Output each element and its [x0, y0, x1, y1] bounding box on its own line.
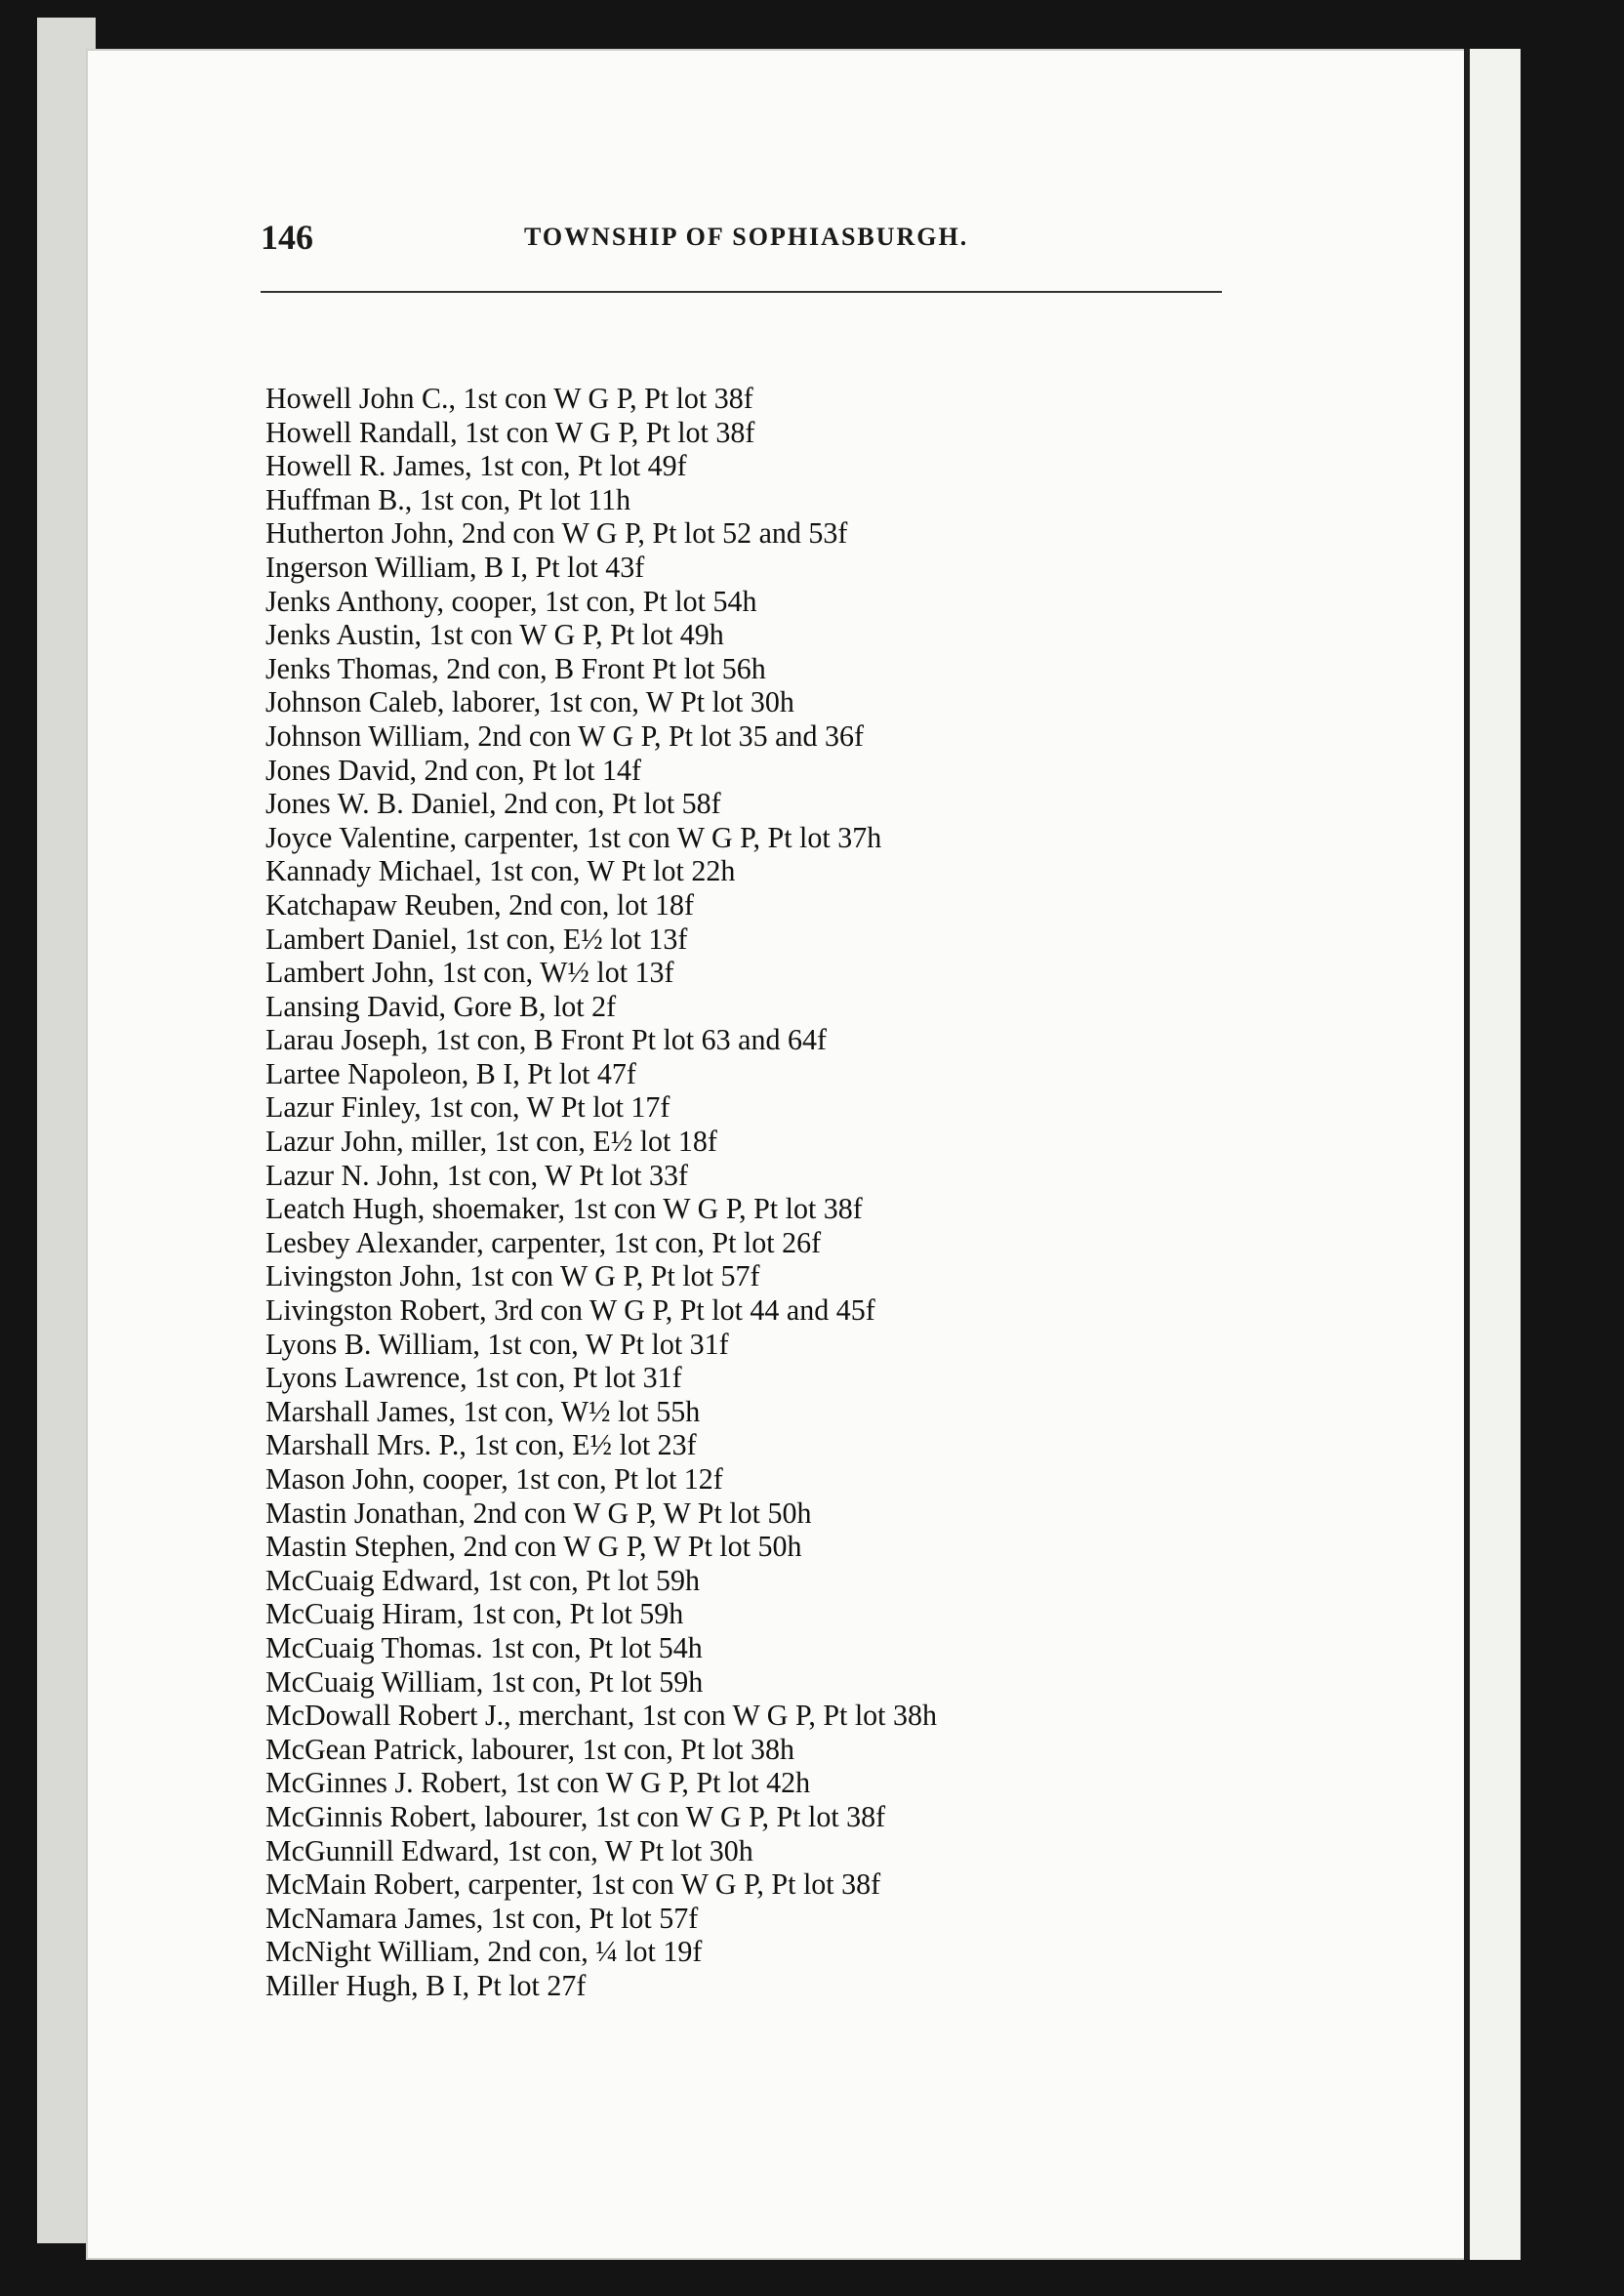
directory-entry: McGinnes J. Robert, 1st con W G P, Pt lot 42h: [265, 1766, 811, 1800]
directory-entry: Howell Randall, 1st con W G P, Pt lot 38f: [265, 416, 755, 449]
directory-entry: Larau Joseph, 1st con, B Front Pt lot 63 and 64f: [265, 1023, 827, 1057]
directory-entry: McCuaig Thomas. 1st con, Pt lot 54h: [265, 1631, 703, 1665]
directory-entry: McCuaig William, 1st con, Pt lot 59h: [265, 1665, 704, 1699]
directory-entry: Lyons B. William, 1st con, W Pt lot 31f: [265, 1328, 729, 1361]
directory-entry: Jenks Anthony, cooper, 1st con, Pt lot 54h: [265, 585, 757, 618]
directory-entry: Katchapaw Reuben, 2nd con, lot 18f: [265, 888, 695, 922]
directory-entry: McNamara James, 1st con, Pt lot 57f: [265, 1902, 699, 1936]
directory-entry: Jones David, 2nd con, Pt lot 14f: [265, 754, 641, 787]
running-title: TOWNSHIP OF SOPHIASBURGH.: [524, 223, 969, 251]
directory-entry: Marshall Mrs. P., 1st con, E½ lot 23f: [265, 1429, 697, 1462]
directory-entry: Jones W. B. Daniel, 2nd con, Pt lot 58f: [265, 787, 721, 821]
directory-entry: McGunnill Edward, 1st con, W Pt lot 30h: [265, 1834, 753, 1867]
directory-entry: McGinnis Robert, labourer, 1st con W G P, Pt lot 38f: [265, 1800, 886, 1834]
directory-entry: Lansing David, Gore B, lot 2f: [265, 990, 617, 1024]
directory-entry: Johnson Caleb, laborer, 1st con, W Pt lot 30h: [265, 685, 794, 719]
directory-entry: Howell R. James, 1st con, Pt lot 49f: [265, 449, 687, 483]
directory-entry: Jenks Austin, 1st con W G P, Pt lot 49h: [265, 618, 724, 652]
page-header: [261, 217, 1237, 299]
directory-entry: Hutherton John, 2nd con W G P, Pt lot 52 and 53f: [265, 517, 848, 551]
directory-entry: Ingerson William, B I, Pt lot 43f: [265, 551, 645, 585]
directory-entry: Lazur John, miller, 1st con, E½ lot 18f: [265, 1125, 717, 1159]
directory-entry: Johnson William, 2nd con W G P, Pt lot 35 and 36f: [265, 719, 864, 754]
directory-entry: McDowall Robert J., merchant, 1st con W G P, Pt lot 38h: [265, 1699, 938, 1733]
directory-entry: Lesbey Alexander, carpenter, 1st con, Pt lot 26f: [265, 1226, 822, 1260]
directory-entry: Huffman B., 1st con, Pt lot 11h: [265, 483, 631, 517]
directory-entry: McMain Robert, carpenter, 1st con W G P, Pt lot 38f: [265, 1867, 881, 1902]
directory-entry: Livingston Robert, 3rd con W G P, Pt lot 44 and 45f: [265, 1293, 875, 1328]
facing-page-strip: [1470, 49, 1521, 2260]
directory-entry: Lazur Finley, 1st con, W Pt lot 17f: [265, 1091, 670, 1125]
directory-entry: McGean Patrick, labourer, 1st con, Pt lot 38h: [265, 1733, 795, 1767]
header-rule: [261, 291, 1222, 293]
page-number: 146: [261, 218, 313, 257]
directory-entry: Lyons Lawrence, 1st con, Pt lot 31f: [265, 1361, 682, 1395]
directory-entry-list: [265, 383, 1320, 2004]
directory-entry: Joyce Valentine, carpenter, 1st con W G P, Pt lot 37h: [265, 821, 882, 855]
directory-entry: Mason John, cooper, 1st con, Pt lot 12f: [265, 1462, 723, 1496]
directory-entry: Lartee Napoleon, B I, Pt lot 47f: [265, 1057, 636, 1091]
directory-entry: Livingston John, 1st con W G P, Pt lot 57f: [265, 1260, 760, 1293]
directory-entry: Miller Hugh, B I, Pt lot 27f: [265, 1969, 587, 2003]
directory-entry: Kannady Michael, 1st con, W Pt lot 22h: [265, 854, 736, 888]
directory-entry: Lambert Daniel, 1st con, E½ lot 13f: [265, 922, 688, 956]
directory-entry: Marshall James, 1st con, W½ lot 55h: [265, 1395, 701, 1429]
directory-entry: McCuaig Hiram, 1st con, Pt lot 59h: [265, 1598, 684, 1631]
directory-entry: McCuaig Edward, 1st con, Pt lot 59h: [265, 1564, 700, 1598]
directory-entry: Jenks Thomas, 2nd con, B Front Pt lot 56h: [265, 652, 766, 686]
directory-entry: Leatch Hugh, shoemaker, 1st con W G P, Pt lot 38f: [265, 1192, 863, 1226]
directory-entry: Mastin Stephen, 2nd con W G P, W Pt lot 50h: [265, 1530, 802, 1564]
directory-entry: Lazur N. John, 1st con, W Pt lot 33f: [265, 1159, 689, 1192]
directory-entry: McNight William, 2nd con, ¼ lot 19f: [265, 1935, 703, 1969]
directory-entry: Mastin Jonathan, 2nd con W G P, W Pt lot 50h: [265, 1496, 812, 1530]
directory-entry: Howell John C., 1st con W G P, Pt lot 38f: [265, 382, 753, 416]
directory-entry: Lambert John, 1st con, W½ lot 13f: [265, 956, 674, 990]
